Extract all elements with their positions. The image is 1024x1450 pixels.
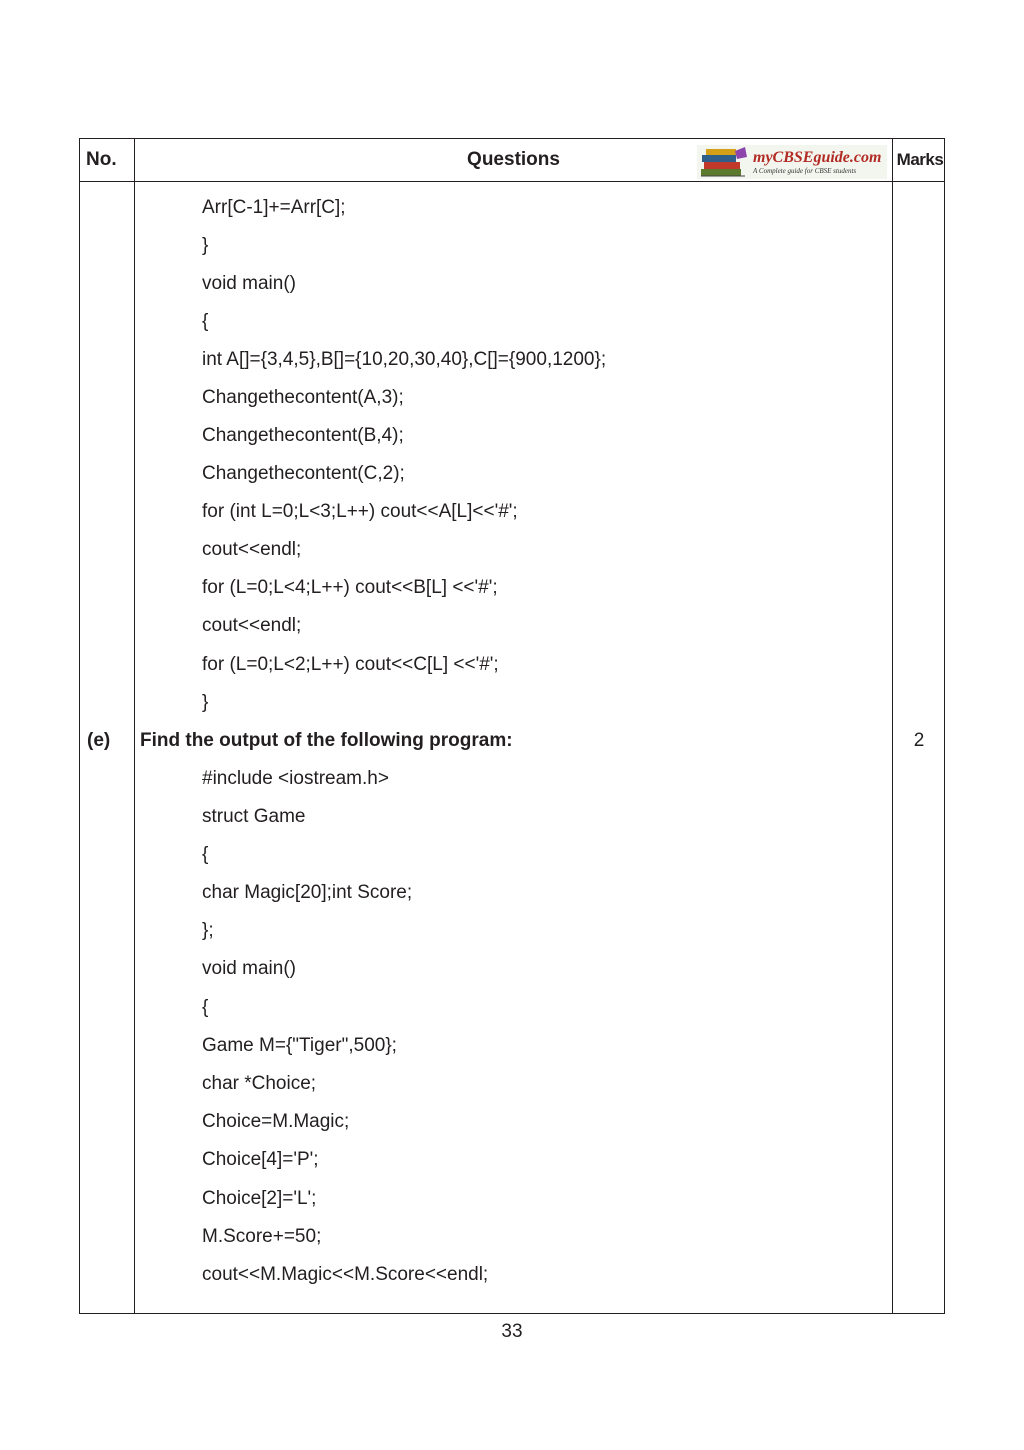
code-line: { (202, 844, 209, 865)
code-line: int A[]={3,4,5},B[]={10,20,30,40},C[]={900,1200}; (202, 349, 607, 370)
page-number: 33 (501, 1321, 523, 1342)
header-no: No. (86, 149, 117, 170)
books-icon (697, 145, 749, 179)
code-line: for (L=0;L<4;L++) cout<<B[L] <<'#'; (202, 577, 498, 598)
code-line: #include <iostream.h> (202, 768, 389, 789)
code-line: cout<<M.Magic<<M.Score<<endl; (202, 1264, 489, 1285)
code-line: M.Score+=50; (202, 1226, 322, 1247)
code-line: for (int L=0;L<3;L++) cout<<A[L]<<'#'; (202, 501, 518, 522)
code-line: for (L=0;L<2;L++) cout<<C[L] <<'#'; (202, 654, 499, 675)
code-line: Choice[2]='L'; (202, 1188, 317, 1209)
question-label: (e) (87, 730, 111, 751)
question-marks: 2 (913, 730, 925, 751)
code-line: } (202, 235, 209, 256)
code-line: Choice[4]='P'; (202, 1149, 319, 1170)
code-line: char *Choice; (202, 1073, 317, 1094)
code-line: } (202, 692, 209, 713)
code-line: Changethecontent(B,4); (202, 425, 404, 446)
mycbseguide-logo (697, 145, 887, 179)
question-text: Find the output of the following program: (140, 730, 513, 751)
code-line: struct Game (202, 806, 306, 827)
code-line: void main() (202, 958, 296, 979)
logo-tagline: A Complete guide for CBSE students (753, 166, 857, 175)
code-line: }; (202, 920, 214, 941)
code-line: Game M={"Tiger",500}; (202, 1035, 397, 1056)
code-line: char Magic[20];int Score; (202, 882, 413, 903)
code-line: void main() (202, 273, 296, 294)
header-divider (80, 181, 944, 182)
header-questions: Questions (467, 149, 560, 170)
logo-name: myCBSEguide.com (753, 148, 882, 166)
code-line: Arr[C-1]+=Arr[C]; (202, 197, 346, 218)
code-line: cout<<endl; (202, 615, 302, 636)
code-line: cout<<endl; (202, 539, 302, 560)
code-line: { (202, 997, 209, 1018)
column-divider-marks (892, 139, 893, 1313)
code-line: { (202, 311, 209, 332)
column-divider-no (134, 139, 135, 1313)
header-marks: Marks (896, 150, 944, 169)
code-line: Changethecontent(A,3); (202, 387, 404, 408)
code-line: Choice=M.Magic; (202, 1111, 350, 1132)
code-line: Changethecontent(C,2); (202, 463, 405, 484)
question-table (79, 138, 945, 1314)
